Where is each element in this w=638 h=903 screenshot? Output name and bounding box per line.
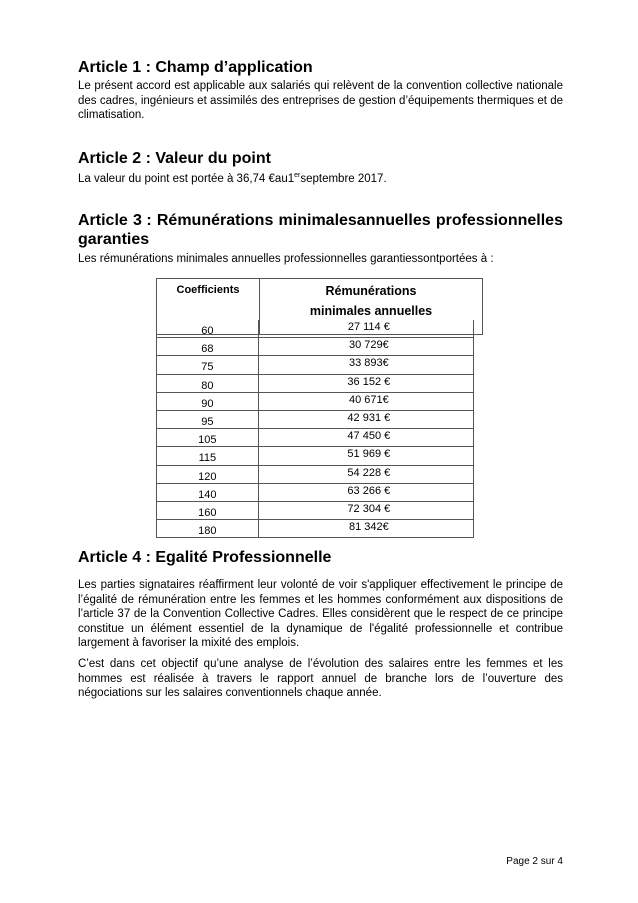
header-remunerations-line1: Rémunérations — [325, 284, 417, 298]
article1-title: Article 1 : Champ d’application — [78, 59, 313, 76]
article4-title: Article 4 : Egalité Professionnelle — [78, 549, 332, 566]
coef-cell: 68 — [157, 338, 259, 355]
header-remunerations — [260, 279, 482, 321]
remuneration-cell: 47 450 € — [259, 429, 474, 446]
article3-title — [78, 211, 563, 249]
coef-cell: 180 — [157, 520, 259, 537]
article3-title-line1 — [78, 211, 563, 230]
table-row — [156, 520, 474, 538]
article2-body — [78, 172, 563, 187]
article4-body-paragraph2: C’est dans cet objectif qu’une analyse de l’évolution des salaires entre les femmes et les hommes est réalisée à travers le rapport annuel de branche lors de l’ouverture des négociations sur les salaires conventionnels chaque année. — [78, 658, 563, 699]
table-row — [156, 466, 474, 484]
article3-title-word: professionnelles — [435, 212, 563, 229]
coef-cell: 90 — [157, 393, 259, 410]
table-row — [156, 356, 474, 374]
article3-title-line2: garanties — [78, 231, 150, 248]
article3-title-word: 3 : — [133, 212, 152, 229]
article3-title-word: Rémunérations — [156, 212, 274, 229]
remuneration-cell: 30 729€ — [259, 338, 474, 355]
table-row — [156, 375, 474, 393]
coef-cell: 120 — [157, 466, 259, 483]
coef-cell: 80 — [157, 375, 259, 392]
table-row — [156, 411, 474, 429]
page-number: Page 2 sur 4 — [506, 856, 563, 867]
article2-title: Article 2 : Valeur du point — [78, 150, 271, 167]
remuneration-cell: 33 893€ — [259, 356, 474, 373]
remuneration-cell: 36 152 € — [259, 375, 474, 392]
coef-cell: 60 — [157, 320, 259, 337]
header-remunerations-line2: minimales annuelles — [309, 304, 433, 318]
remuneration-cell: 63 266 € — [259, 484, 474, 501]
article2-body-sup: er — [294, 172, 301, 180]
table-row — [156, 484, 474, 502]
article3-title-word: minimalesannuelles — [278, 212, 431, 229]
table-row — [156, 429, 474, 447]
coef-cell: 105 — [157, 429, 259, 446]
table-row — [156, 320, 474, 338]
remuneration-cell: 40 671€ — [259, 393, 474, 410]
remuneration-cell: 42 931 € — [259, 411, 474, 428]
article4-body-paragraph1: Les parties signataires réaffirment leur volonté de voir s'appliquer effectivement le principe de l’égalité de rémunération entre les femmes et les hommes conformément aux dispositions de l’article 37 de la Convention Collective Cadres. Elles considèrent que le respect de ce principe constitue un élément essentiel de la dynamique de l'égalité professionnelle et contribue largement à favoriser la mixité des emplois. — [78, 579, 563, 649]
coef-cell: 160 — [157, 502, 259, 519]
article3-title-word: Article — [78, 212, 128, 229]
coef-cell: 115 — [157, 447, 259, 464]
table-row — [156, 338, 474, 356]
article1-body: Le présent accord est applicable aux salariés qui relèvent de la convention collective nationale des cadres, ingénieurs et assimilés des entreprises de gestion d’équipements thermiques et de climatisation. — [78, 80, 563, 121]
article2-body-after: septembre 2017. — [300, 173, 387, 185]
remuneration-cell: 27 114 € — [259, 320, 474, 337]
coef-cell: 75 — [157, 356, 259, 373]
coef-cell: 140 — [157, 484, 259, 501]
remuneration-cell: 81 342€ — [259, 520, 474, 537]
table-row — [156, 502, 474, 520]
remuneration-cell: 51 969 € — [259, 447, 474, 464]
table-row — [156, 447, 474, 465]
article3-body: Les rémunérations minimales annuelles professionnelles garantiessontportées à : — [78, 253, 494, 265]
article2-body-before: La valeur du point est portée à 36,74 €au1 — [78, 173, 295, 185]
table-body — [156, 320, 474, 538]
remuneration-cell: 54 228 € — [259, 466, 474, 483]
table-row — [156, 393, 474, 411]
header-coefficients: Coefficients — [157, 279, 260, 334]
remuneration-cell: 72 304 € — [259, 502, 474, 519]
coef-cell: 95 — [157, 411, 259, 428]
